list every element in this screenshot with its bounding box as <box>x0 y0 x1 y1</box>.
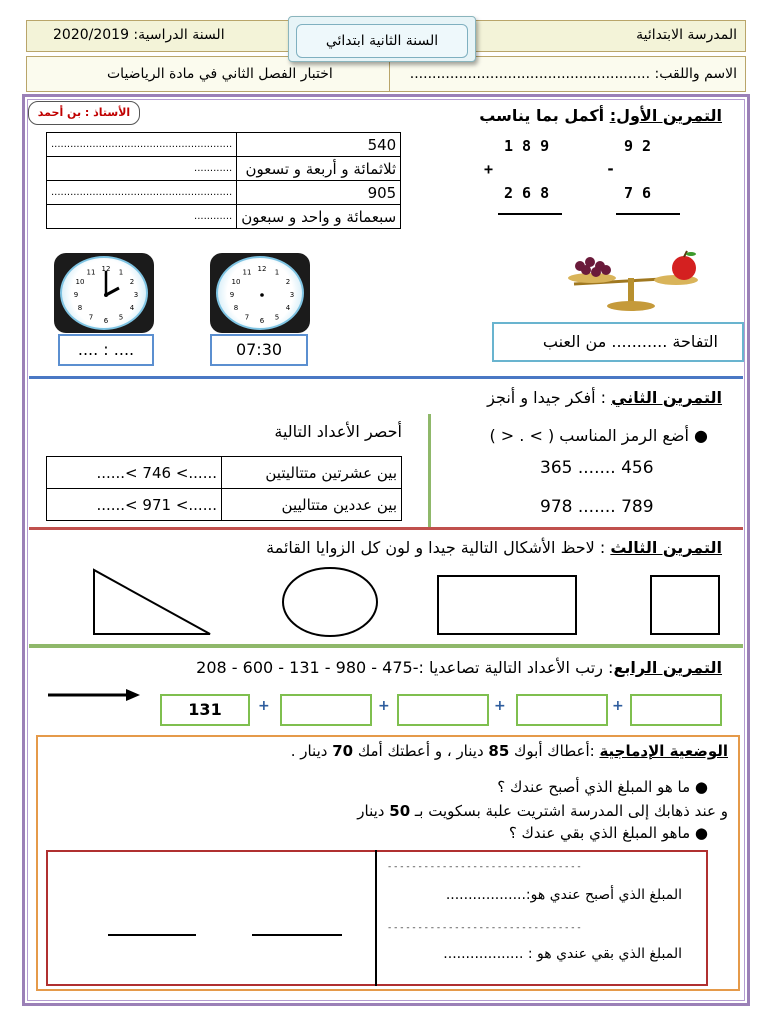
clock-number: 1 <box>118 268 124 277</box>
question-2 <box>509 824 708 842</box>
clock-time-answer[interactable]: .... : .... <box>58 334 154 366</box>
clock-blank <box>54 253 154 333</box>
clock-number: 11 <box>242 268 252 277</box>
situation-text: دينار . <box>290 742 333 760</box>
order-box-4[interactable] <box>516 694 608 726</box>
plus-icon: + <box>494 698 506 714</box>
clock-number: 9 <box>73 291 79 299</box>
add-line <box>498 213 562 215</box>
order-box-5[interactable] <box>630 694 722 726</box>
situation-text: و عند ذهابك إلى المدرسة اشتريت علبة بسكويت بـ <box>410 802 728 820</box>
ex1-heading <box>479 106 722 125</box>
ex2-vertical-divider <box>428 414 431 528</box>
compare-1: 365 ....... 456 <box>540 458 654 478</box>
order-box-1: 131 <box>160 694 250 726</box>
clock-face <box>216 256 304 330</box>
bullet-icon: ● <box>694 426 708 445</box>
ex1-cell-words: ثلاثمائة و أربعة و تسعون <box>237 157 401 181</box>
name-field[interactable]: الاسم واللقب: ...................................................... <box>409 66 737 82</box>
clock-number: 8 <box>77 304 83 312</box>
answer-2[interactable]: المبلغ الذي بقي عندي هو : .................. <box>443 946 682 962</box>
limit-title: أحصر الأعداد التالية <box>274 422 402 441</box>
amount-85: 85 <box>488 742 510 760</box>
clock-number: 4 <box>285 304 291 312</box>
clock-number: 5 <box>274 313 280 322</box>
clock-number: 3 <box>133 291 139 299</box>
clock-time-given: 07:30 <box>210 334 308 366</box>
dashes-2: - - - - - - - - - - - - - - - - - - - - - - - - - - - - - - - - <box>388 923 581 933</box>
calc-line-2 <box>252 934 342 936</box>
ex2-title: التمرين الثاني <box>611 388 722 407</box>
ex3-heading <box>266 538 722 557</box>
ex2-bullet <box>489 426 708 445</box>
square-shape <box>651 576 719 634</box>
scale-statement: التفاحة ........... من العنب <box>492 322 744 362</box>
separator-1 <box>29 376 743 379</box>
clock-number: 6 <box>103 317 109 325</box>
table-row <box>47 205 401 229</box>
clock-number: 12 <box>101 265 111 273</box>
dashes-1: - - - - - - - - - - - - - - - - - - - - - - - - - - - - - - - - <box>388 862 581 872</box>
amount-50: 50 <box>389 802 411 820</box>
plus-icon: + <box>612 698 624 714</box>
sub-top: 9 2 <box>624 137 652 155</box>
ex1-cell-blank[interactable]: ......................................................... <box>47 181 237 205</box>
answer-divider <box>375 850 377 986</box>
bullet-icon: ● <box>694 824 708 842</box>
calc-line-1 <box>108 934 196 936</box>
separator-3 <box>29 644 743 648</box>
situation-text: :أعطاك أبوك <box>509 742 600 760</box>
add-sign: + <box>484 160 494 178</box>
clock-number: 1 <box>274 268 280 277</box>
school-year: السنة الدراسية: 2020/2019 <box>53 27 225 43</box>
amount-70: 70 <box>332 742 354 760</box>
clock-number: 2 <box>129 278 135 286</box>
exam-title: اختبار الفصل الثاني في مادة الرياضيات <box>107 66 333 82</box>
ellipse-shape <box>283 568 377 636</box>
ex1-cell-number: 905 <box>237 181 401 205</box>
clock-number: 7 <box>244 313 250 322</box>
ex1-cell-blank[interactable]: ......................................................... <box>47 133 237 157</box>
school-name: المدرسة الابتدائية <box>636 27 737 43</box>
class-title: السنة الثانية ابتدائي <box>296 24 468 58</box>
ex4-heading <box>196 658 722 677</box>
clock-number: 8 <box>233 304 239 312</box>
ex1-cell-blank[interactable]: ............ <box>47 157 237 181</box>
plus-icon: + <box>378 698 390 714</box>
add-top: 1 8 9 <box>504 137 550 155</box>
clock-number: 11 <box>86 268 96 277</box>
limit-label: بين عددين متتاليين <box>222 489 402 521</box>
answer-1[interactable]: المبلغ الذي أصبح عندي هو:.................. <box>445 887 682 903</box>
table-row <box>47 457 402 489</box>
ex1-cell-words: سبعمائة و واحد و سبعون <box>237 205 401 229</box>
clock-number: 4 <box>129 304 135 312</box>
sub-bottom: 7 6 <box>624 184 652 202</box>
clock-number: 9 <box>229 291 235 299</box>
clock-number: 7 <box>88 313 94 322</box>
limit-table <box>46 456 402 521</box>
situation-line-2 <box>357 802 728 820</box>
rectangle-shape <box>438 576 576 634</box>
ex1-title: التمرين الأول: <box>609 106 722 125</box>
sub-line <box>616 213 680 215</box>
table-row <box>47 133 401 157</box>
scale-icon <box>556 248 706 314</box>
plus-icon: + <box>258 698 270 714</box>
ex3-title: التمرين الثالث <box>610 538 722 557</box>
ex4-title: التمرين الرابع <box>613 658 722 677</box>
question-1-text: ما هو المبلغ الذي أصبح عندك ؟ <box>497 778 691 796</box>
order-box-3[interactable] <box>397 694 489 726</box>
clock-0730 <box>210 253 310 333</box>
limit-label: بين عشرتين متتاليتين <box>222 457 402 489</box>
arrow-right-icon <box>46 686 142 704</box>
ex1-table <box>46 132 401 229</box>
ex3-instruction: : لاحظ الأشكال التالية جيدا و لون كل الزوايا القائمة <box>266 538 611 557</box>
ex2-heading <box>487 388 722 407</box>
header-divider <box>389 57 390 91</box>
bullet-icon: ● <box>694 778 708 796</box>
clock-number: 3 <box>289 291 295 299</box>
ex2-instruction: : أفكر جيدا و أنجز <box>487 388 612 407</box>
table-row <box>47 157 401 181</box>
shapes-area <box>60 562 740 640</box>
ex4-instruction: : رتب الأعداد التالية تصاعديا :-475 - 980 - 131 - 600 - 208 <box>196 658 614 677</box>
question-2-text: ماهو المبلغ الذي بقي عندك ؟ <box>508 824 691 842</box>
order-box-2[interactable] <box>280 694 372 726</box>
situation-text: دينار ، و أعطتك أمك <box>353 742 489 760</box>
table-row <box>47 489 402 521</box>
clock-number: 10 <box>231 278 241 286</box>
clock-face <box>60 256 148 330</box>
teacher-badge: الأستاذ : بن أحمد <box>28 101 140 125</box>
ex1-cell-number: 540 <box>237 133 401 157</box>
clock-number: 12 <box>257 265 267 273</box>
table-row <box>47 181 401 205</box>
triangle-shape <box>94 570 210 634</box>
ex1-instruction: أكمل بما يناسب <box>479 106 610 125</box>
clock-number: 5 <box>118 313 124 322</box>
ex1-cell-blank[interactable]: ............ <box>47 205 237 229</box>
situation-title: الوضعية الإدماجية <box>599 742 728 760</box>
ex2-bullet-text: أضع الرمز المناسب ( > . < ) <box>489 426 689 445</box>
situation-text: دينار <box>357 802 390 820</box>
situation-line-1 <box>291 742 728 760</box>
compare-2: 978 ....... 789 <box>540 497 654 517</box>
clock-number: 2 <box>285 278 291 286</box>
clock-blank-svg <box>62 258 150 332</box>
limit-value[interactable]: ......> 746 >...... <box>47 457 222 489</box>
limit-value[interactable]: ......> 971 >...... <box>47 489 222 521</box>
question-1 <box>497 778 708 796</box>
clock-0730-svg <box>218 258 306 332</box>
clock-number: 10 <box>75 278 85 286</box>
add-bottom: 2 6 8 <box>504 184 550 202</box>
separator-2 <box>29 527 743 530</box>
sub-sign: - <box>606 160 616 178</box>
clock-number: 6 <box>259 317 265 325</box>
